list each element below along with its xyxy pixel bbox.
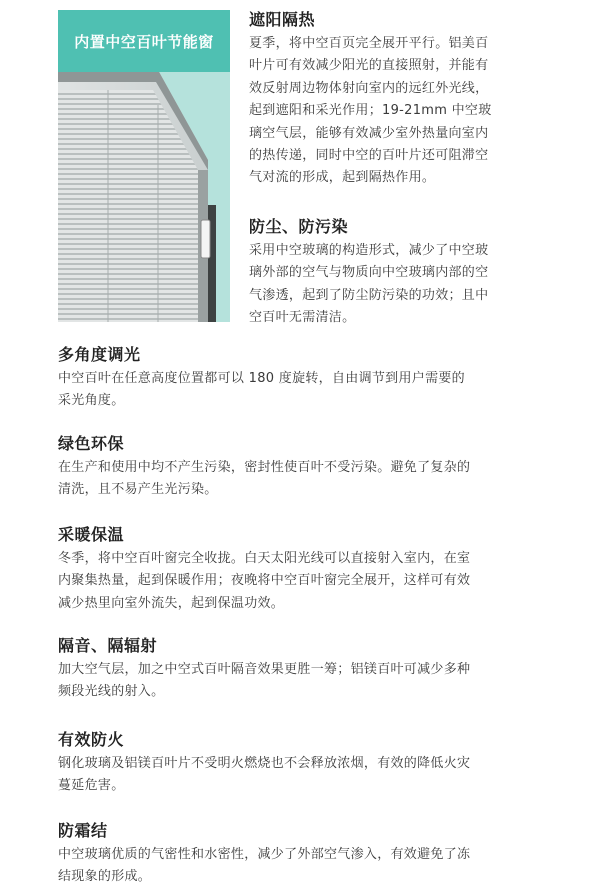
text-line: 钢化玻璃及铝镁百叶片不受明火燃烧也不会释放浓烟，有效的降低火灾 bbox=[58, 756, 471, 771]
section-anti-frost bbox=[58, 820, 580, 889]
text-line: 起到遮阳和采光作用；19-21mm 中空玻 bbox=[249, 103, 492, 119]
section-sunshade-insulation bbox=[249, 9, 579, 190]
section-text bbox=[249, 33, 579, 190]
text-line: 频段光线的射入。 bbox=[58, 684, 165, 700]
section-title: 多角度调光 bbox=[58, 345, 141, 364]
section-text bbox=[249, 240, 579, 330]
section-text bbox=[58, 368, 580, 413]
section-title: 绿色环保 bbox=[58, 434, 125, 453]
section-text bbox=[58, 844, 580, 889]
text-line: 采用中空玻璃的构造形式，减少了中空玻 bbox=[249, 243, 489, 258]
image-label: 内置中空百叶节能窗 bbox=[58, 10, 230, 72]
text-line: 气渗透，起到了防尘防污染的功效；且中 bbox=[249, 287, 489, 303]
section-text bbox=[58, 548, 580, 615]
text-line: 蔓延危害。 bbox=[58, 778, 125, 794]
section-text bbox=[58, 457, 580, 502]
section-dustproof bbox=[249, 216, 579, 330]
text-line: 夏季，将中空百页完全展开平行。铝美百 bbox=[249, 36, 489, 51]
section-title: 防尘、防污染 bbox=[249, 217, 349, 236]
section-title: 隔音、隔辐射 bbox=[58, 636, 158, 655]
text-line: 内聚集热量，起到保暖作用；夜晚将中空百叶窗完全展开，这样可有效 bbox=[58, 573, 471, 589]
text-line: 气对流的形成，起到隔热作用。 bbox=[249, 170, 436, 186]
section-eco-friendly bbox=[58, 433, 580, 502]
text-line: 结现象的形成。 bbox=[58, 869, 152, 885]
text-line: 璃外部的空气与物质向中空玻璃内部的空 bbox=[249, 265, 489, 281]
text-line: 清洗，且不易产生光污染。 bbox=[58, 482, 218, 498]
section-text bbox=[58, 659, 580, 704]
section-title: 采暖保温 bbox=[58, 525, 125, 544]
section-fire-protection bbox=[58, 729, 580, 798]
text-line: 的热传递，同时中空的百叶片还可阻滞空 bbox=[249, 148, 489, 164]
text-line: 减少热里向室外流失，起到保温功效。 bbox=[58, 595, 285, 611]
section-title: 遮阳隔热 bbox=[249, 10, 316, 29]
section-title: 防霜结 bbox=[58, 821, 108, 840]
section-title: 有效防火 bbox=[58, 730, 125, 749]
text-line: 叶片可有效减少阳光的直接照射，并能有 bbox=[249, 58, 489, 74]
text-line: 中空百叶在任意高度位置都可以 180 度旋转，自由调节到用户需要的 bbox=[58, 371, 465, 386]
section-heat-retention bbox=[58, 524, 580, 615]
section-multi-angle-dimming bbox=[58, 344, 580, 413]
text-line: 效反射周边物体射向室内的远红外光线， bbox=[249, 80, 489, 96]
text-line: 璃空气层，能够有效减少室外热量向室内 bbox=[249, 125, 489, 141]
text-line: 采光角度。 bbox=[58, 393, 125, 409]
product-image bbox=[58, 10, 230, 322]
text-line: 在生产和使用中均不产生污染，密封性使百叶不受污染。避免了复杂的 bbox=[58, 460, 471, 475]
section-sound-radiation-insulation bbox=[58, 635, 580, 704]
text-line: 空百叶无需清洁。 bbox=[249, 310, 356, 326]
text-line: 加大空气层，加之中空式百叶隔音效果更胜一筹；铝镁百叶可减少多种 bbox=[58, 662, 471, 677]
text-line: 中空玻璃优质的气密性和水密性，减少了外部空气渗入，有效避免了冻 bbox=[58, 847, 471, 862]
section-text bbox=[58, 753, 580, 798]
text-line: 冬季，将中空百叶窗完全收拢。白天太阳光线可以直接射入室内，在室 bbox=[58, 551, 471, 566]
